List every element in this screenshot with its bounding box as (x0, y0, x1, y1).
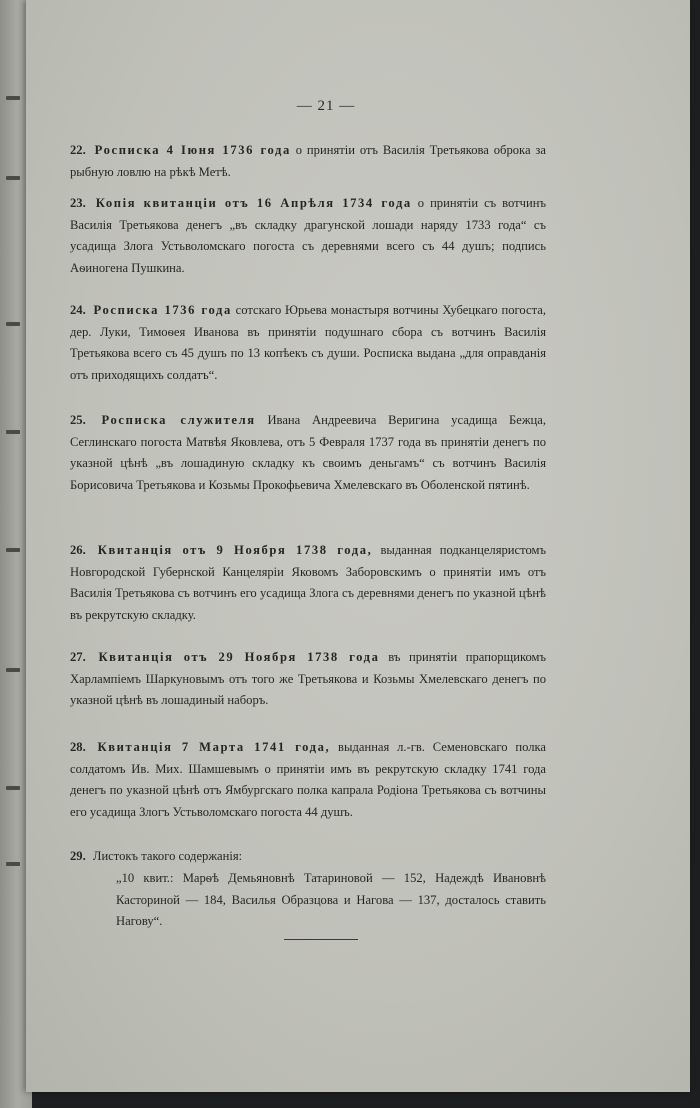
item-number: 29. (70, 849, 86, 863)
item-heading: Росписка служителя (101, 413, 256, 427)
list-item (70, 140, 546, 183)
previous-page-text-fragment (6, 322, 20, 326)
item-number: 24. (70, 303, 86, 317)
list-item (70, 846, 546, 868)
item-text: о принятіи съ вотчинъ Василія Третьякова денегъ „въ складку драгунской лошади наряду 1733 года“ съ усадища Злога Устьволомскаго погоста съ деревнями всего съ 44 душъ; подпись Аѳиногена Пушкина. (70, 196, 546, 275)
item-number: 22. (70, 143, 86, 157)
book-page (26, 0, 690, 1092)
previous-page-text-fragment (6, 786, 20, 790)
item-text: о принятіи отъ Василія Третьякова оброка за рыбную ловлю на рѣкѣ Метѣ. (70, 143, 546, 179)
item-heading: Квитанція отъ 9 Ноября 1738 года, (97, 543, 373, 557)
list-item (70, 193, 546, 279)
item-number: 28. (70, 740, 86, 754)
item-heading: Копія квитанціи отъ 16 Апрѣля 1734 года (95, 196, 412, 210)
item-text: Ивана Андреевича Веригина усадища Бежца, Сеглинскаго погоста Матвѣя Яковлева, отъ 5 Февраля 1737 года въ принятіи денегъ по указной цѣнѣ „въ лошадиную складку къ своимъ деньгамъ“ съ вотчинъ Василія Борисовича Третьякова и Козьмы Прокофьевича Хмелевскаго въ Оболенской пятинѣ. (70, 413, 546, 492)
item-text: выданная подканцеляристомъ Новгородской Губернской Канцеляріи Яковомъ Заборовскимъ о принятіи имъ отъ Василія Третьякова съ вотчинъ его усадища Злога съ деревнями денегъ по указной цѣнѣ въ рекрутскую складку. (70, 543, 546, 622)
list-item (70, 300, 546, 386)
item-number: 26. (70, 543, 86, 557)
previous-page-text-fragment (6, 430, 20, 434)
item-heading: Росписка 4 Іюня 1736 года (94, 143, 291, 157)
closing-rule (284, 939, 358, 940)
item-text: въ принятіи прапорщикомъ Харлампіемъ Шаркуновымъ отъ того же Третьякова и Козьмы Хмелевскаго денегъ по указной цѣнѣ въ лошадиный наборъ. (70, 650, 547, 707)
item-text: сотскаго Юрьева монастыря вотчины Хубецкаго погоста, дер. Луки, Тимоѳея Иванова въ принятіи подушнаго сбора съ вотчинъ Василія Третьякова всего съ 45 душъ по 13 копѣекъ съ души. Росписка выдана „для оправданія отъ приходящихъ солдатъ“. (70, 303, 546, 382)
list-item (70, 737, 546, 823)
item-text: выданная л.-гв. Семеновскаго полка солдатомъ Ив. Мих. Шамшевымъ о принятіи имъ въ рекрутскую складку 1741 года денегъ по указной цѣнѣ отъ Ямбургскаго полка капрала Родіона Третьякова съ вотчины его усадища Злогъ Устьволомскаго погоста 44 душъ. (70, 740, 547, 819)
previous-page-text-fragment (6, 96, 20, 100)
item-heading: Квитанція 7 Марта 1741 года, (97, 740, 331, 754)
item-heading: Квитанція отъ 29 Ноября 1738 года (98, 650, 380, 664)
quoted-text: „10 квит.: Марѳѣ Демьяновнѣ Татариновой — 152, Надеждѣ Ивановнѣ Касториной — 184, Василья Образцова и Нагова — 137, досталось ставить Нагову“. (116, 871, 546, 928)
item-number: 23. (70, 196, 86, 210)
page-number: — 21 — (296, 98, 356, 114)
previous-page-text-fragment (6, 862, 20, 866)
previous-page-text-fragment (6, 668, 20, 672)
item-number: 27. (70, 650, 86, 664)
item-number: 25. (70, 413, 86, 427)
item-text: Листокъ такого содержанія: (92, 849, 243, 863)
previous-page-text-fragment (6, 548, 20, 552)
previous-page-text-fragment (6, 176, 20, 180)
list-item (70, 410, 546, 496)
list-item (70, 647, 546, 712)
item-heading: Росписка 1736 года (93, 303, 232, 317)
list-item (70, 540, 546, 626)
